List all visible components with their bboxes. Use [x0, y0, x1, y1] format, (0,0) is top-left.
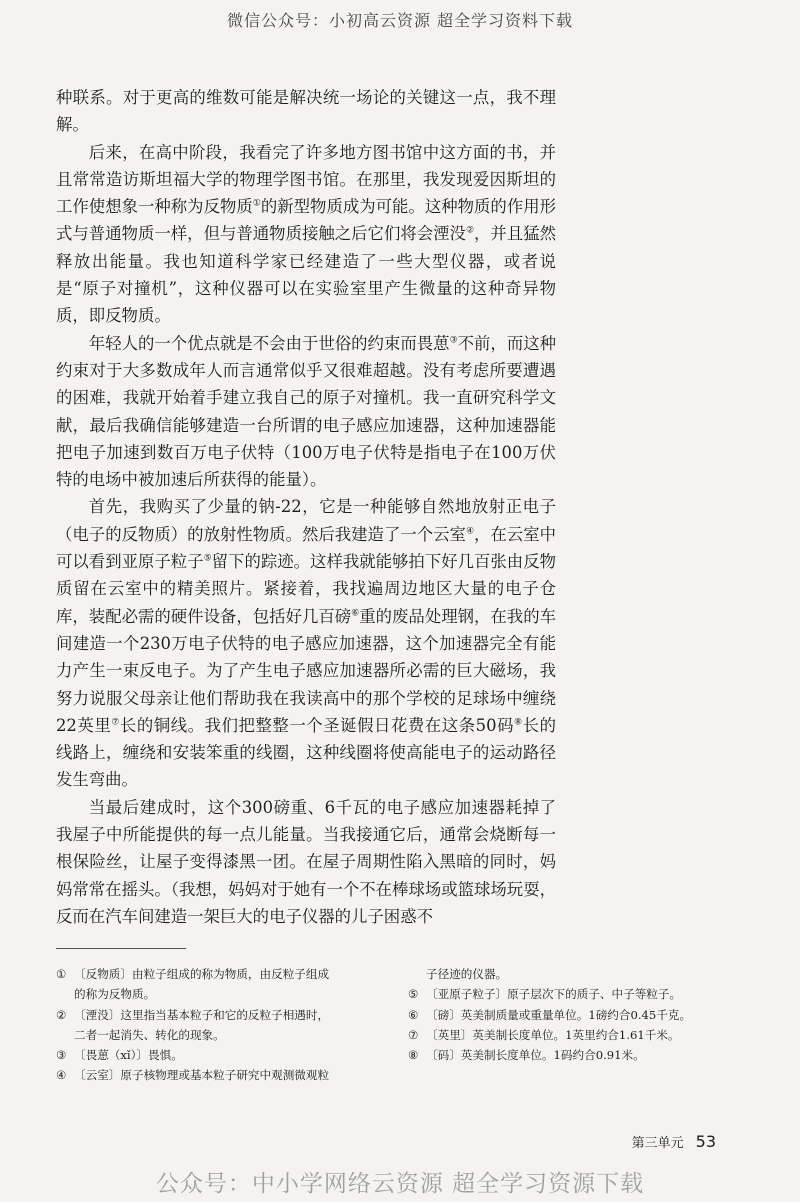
- paragraph-3: [56, 330, 556, 494]
- footnote-number: ⑥: [408, 1007, 419, 1022]
- body-text: [56, 84, 556, 930]
- paragraph-2: [56, 139, 556, 330]
- footnote-2: [56, 1005, 386, 1025]
- text-run: 长的线路上，缠绕和安装笨重的线圈，这种线圈将使高能电子的运动路径发生弯曲。: [56, 715, 557, 790]
- footnote-number: ③: [56, 1048, 67, 1063]
- text-run: 长的铜线。我们把整整一个圣诞假日花费在这条50码: [119, 715, 515, 735]
- text-run: 不前，而这种约束对于大多数成年人而言通常似乎又很难超越。没有考虑所要遭遇的困难，我就开始着手建立我自己的原子对撞机。我一直研究科学文献，最后我确信能够建造一台所谓的电子感应加速器，这种加速器能把电子加速到数百万电子伏特（100万电子伏特是指电子在100万伏特的电场中被加速后所获得的能量）。: [56, 333, 557, 490]
- unit-label: 第三单元: [631, 1136, 684, 1151]
- footnote-text: 〔亚原子粒子〕原子层次下的质子、中子等粒子。: [426, 987, 682, 1002]
- text-run: 留下的踪迹。这样我就能够拍下好几百张由反物质留在云室中的精美照片。紧接着，我找遍周边地区大量的电子仓库，装配必需的硬件设备，包括好几百磅: [56, 552, 556, 626]
- footnote-7: [408, 1025, 738, 1045]
- footnote-3: [56, 1045, 386, 1065]
- footnote-text: 〔湮没〕这里指当基本粒子和它的反粒子相遇时，: [74, 1007, 330, 1022]
- footnote-mark-3[interactable]: ③: [449, 335, 458, 346]
- footnote-number: ⑧: [408, 1048, 419, 1063]
- footnotes-left-column: [56, 964, 386, 1086]
- footnote-mark-2[interactable]: ②: [465, 226, 475, 237]
- text-run: 后来，在高中阶段，我看完了许多地方图书馆中这方面的书，并且常常造访斯坦福大学的物理学图书馆。在那里，我发现爱因斯坦的工作使想象一种称为反物质: [56, 142, 556, 217]
- footnote-mark-6[interactable]: ⑥: [351, 608, 360, 619]
- footnote-6: [408, 1005, 738, 1025]
- page-footer: [632, 1132, 716, 1151]
- footnote-mark-7[interactable]: ⑦: [111, 717, 120, 728]
- watermark: 公众号：中小学网络云资源 超全学习资源下载: [155, 1171, 645, 1197]
- footnote-number: ①: [56, 967, 67, 981]
- footnote-text: 〔英里〕英美制长度单位。1英里约合1.61千米。: [426, 1027, 680, 1042]
- footnote-mark-1[interactable]: ①: [252, 198, 261, 209]
- paragraph-1: 种联系。对于更高的维数可能是解决统一场论的关键这一点，我不理解。: [56, 88, 556, 135]
- text-run: 的新型物质成为可能。这种物质的作用形式与普通物质一样，但与普通物质接触之后它们将会湮没: [56, 197, 557, 244]
- footnote-4: [56, 1065, 386, 1085]
- footnote-number: ②: [56, 1007, 67, 1022]
- text-run: ，在云室中可以看到亚原子粒子: [56, 524, 556, 572]
- page-number: 53: [695, 1132, 716, 1151]
- text-run: 首先，我购买了少量的钠-22，它是一种能够自然地放射正电子（电子的反物质）的放射性物质。然后我建造了一个云室: [56, 497, 556, 544]
- page-header: 微信公众号：小初高云资源 超全学习资料下载: [226, 11, 574, 30]
- footnote-mark-8[interactable]: ⑧: [514, 717, 523, 728]
- footnote-text: 〔反物质〕由粒子组成的称为物质，由反粒子组成: [74, 967, 330, 981]
- footnote-1: [56, 964, 386, 984]
- footnote-text: 〔磅〕英美制质量或重量单位。1磅约合0.45千克。: [426, 1007, 692, 1022]
- footnote-mark-4[interactable]: ④: [465, 526, 475, 537]
- footnote-4-continuation: 子径迹的仪器。: [426, 967, 508, 981]
- footnote-number: ④: [56, 1068, 67, 1083]
- footnote-divider: [56, 948, 186, 949]
- footnote-number: ⑤: [408, 987, 419, 1002]
- footnote-2-continuation: 二者一起消失、转化的现象。: [74, 1027, 225, 1042]
- paragraph-5: 当最后建成时，这个300磅重、6千瓦的电子感应加速器耗掉了我屋子中所能提供的每一点儿能量。当我接通它后，通常会烧断每一根保险丝，让屋子变得漆黑一团。在屋子周期性陷入黑暗的同时，妈妈常常在摇头。（我想，妈妈对于她有一个不在棒球场或篮球场玩耍，反而在汽车间建造一架巨大的电子仪器的儿子困惑不: [56, 797, 556, 926]
- footnote-text: 〔码〕英美制长度单位。1码约合0.91米。: [426, 1048, 645, 1063]
- footnote-5: [408, 984, 738, 1004]
- footnote-number: ⑦: [408, 1027, 419, 1042]
- footnote-text: 〔云室〕原子核物理或基本粒子研究中观测微观粒: [74, 1068, 330, 1083]
- footnote-1-continuation: 的称为反物质。: [74, 987, 156, 1002]
- footnotes-right-column: [408, 964, 738, 1065]
- paragraph-4: [56, 493, 556, 793]
- footnote-mark-5[interactable]: ⑤: [203, 553, 212, 564]
- footnote-text: 〔畏葸（xǐ）〕畏惧。: [74, 1048, 183, 1063]
- text-run: 年轻人的一个优点就是不会由于世俗的约束而畏葸: [88, 333, 450, 353]
- footnote-8: [408, 1045, 738, 1065]
- text-run: ，并且猛然释放出能量。我也知道科学家已经建造了一些大型仪器，或者说是“原子对撞机”，这种仪器可以在实验室里产生微量的这种奇异物质，即反物质。: [56, 224, 556, 326]
- text-run: 重的废品处理钢，在我的车间建造一个230万电子伏特的电子感应加速器，这个加速器完全有能力产生一束反电子。为了产生电子感应加速器所必需的巨大磁场，我努力说服父母亲让他们帮助我在我读高中的那个学校的足球场中缠绕22英里: [56, 606, 556, 735]
